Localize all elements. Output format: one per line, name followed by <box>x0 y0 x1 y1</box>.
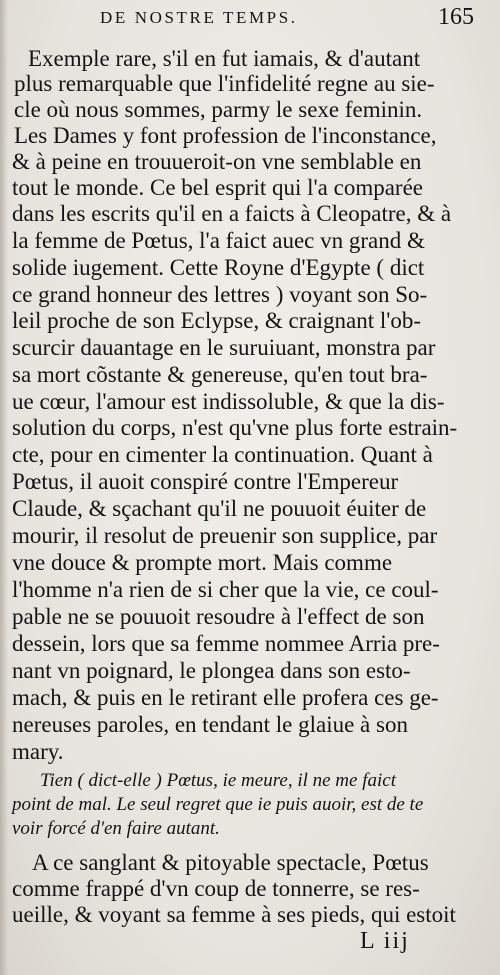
text-line: cle où nous sommes, parmy le sexe feminin. <box>14 97 423 122</box>
text-line: solide iugement. Cette Royne d'Egypte ( dict <box>12 255 425 280</box>
text-line: leil proche de son Eclypse, & craignant l'ob- <box>12 308 422 333</box>
text-line: & à peine en trouueroit-on vne semblable en <box>12 149 422 174</box>
text-line: dessein, lors que sa femme nommee Arria pre- <box>12 631 440 656</box>
text-line: Les Dames y font profession de l'inconstance, <box>14 123 437 148</box>
text-line: vne douce & prompte mort. Mais comme <box>12 550 393 575</box>
text-line: Pœtus, il auoit conspiré contre l'Empereur <box>12 469 399 494</box>
text-line: mary. <box>12 739 64 764</box>
text-line: la femme de Pœtus, l'a faict auec vn grand & <box>12 228 425 253</box>
text-line: ce grand honneur des lettres ) voyant son So- <box>12 282 428 307</box>
text-line: sa mort cõstante & genereuse, qu'en tout bra- <box>12 362 428 387</box>
text-line: tout le monde. Ce bel esprit qui l'a comparée <box>12 175 423 200</box>
text-line: nereuses paroles, en tendant le glaiue à son <box>12 712 408 737</box>
quote-line: Tien ( dict-elle ) Pœtus, ie meure, il ne me faict <box>40 770 396 791</box>
text-line: ueille, & voyant sa femme à ses pieds, qui estoit <box>12 902 456 927</box>
text-line: dans les escrits qu'il en a faicts à Cleopatre, & à <box>12 201 452 226</box>
running-head <box>0 4 500 34</box>
text-line: solution du corps, n'est qu'vne plus forte estrain- <box>12 415 458 440</box>
text-line: comme frappé d'vn coup de tonnerre, se res- <box>12 876 420 901</box>
quote-line: voir forcé d'en faire autant. <box>12 818 220 839</box>
text-line: A ce sanglant & pitoyable spectacle, Pœtus <box>32 850 429 875</box>
page-number: 165 <box>438 4 474 30</box>
quote-line: point de mal. Le seul regret que ie puis auoir, est de te <box>12 794 424 815</box>
running-title: DE NOSTRE TEMPS. <box>100 8 298 27</box>
text-line: l'homme n'a rien de si cher que la vie, ce coul- <box>12 577 439 602</box>
text-line: Claude, & sçachant qu'il ne pouuoit éuiter de <box>12 496 427 521</box>
text-line: nant vn poignard, le plongea dans son esto- <box>12 658 411 683</box>
text-line: cte, pour en cimenter la continuation. Quant à <box>12 442 433 467</box>
signature-mark: L iij <box>360 928 410 954</box>
text-line: plus remarquable que l'infidelité regne au sie- <box>14 71 435 96</box>
text-line: pable ne se pouuoit resoudre à l'effect de son <box>12 604 425 629</box>
text-line: mach, & puis en le retirant elle profera ces ge- <box>12 685 439 710</box>
text-line: ue cœur, l'amour est indissoluble, & que la dis- <box>12 389 445 414</box>
text-line: scurcir dauantage en le suruiuant, monstra par <box>12 335 436 360</box>
text-line: Exemple rare, s'il en fut iamais, & d'autant <box>28 46 421 71</box>
text-line: mourir, il resolut de preuenir son supplice, par <box>12 523 438 548</box>
